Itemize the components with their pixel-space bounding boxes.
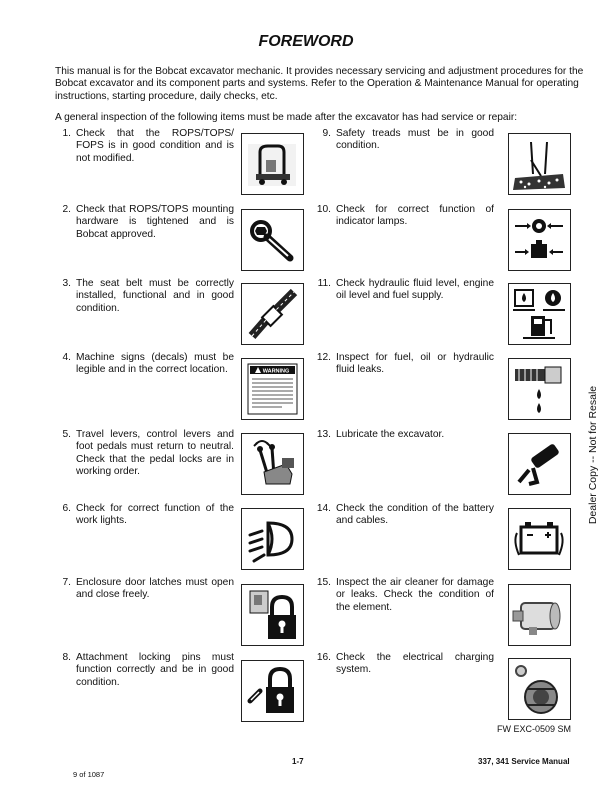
inspection-intro: A general inspection of the following items must be made after the excavator has had service or repair:: [55, 112, 518, 123]
item-text: Inspect for fuel, oil or hydraulic fluid leaks.: [336, 352, 494, 376]
item-number: 3.: [62, 278, 71, 289]
fluid-levels-icon: [508, 283, 571, 345]
page-title: FOREWORD: [258, 33, 354, 50]
document-code: FW EXC-0509 SM: [497, 724, 572, 734]
item-number: 8.: [62, 652, 71, 663]
item-text: Safety treads must be in good condition.: [336, 128, 494, 152]
item-number: 1.: [62, 128, 71, 139]
item-text: Enclosure door latches must open and close freely.: [76, 577, 234, 601]
item-text: Travel levers, control levers and foot pedals must return to neutral. Check that the pedal locks are in working order.: [76, 429, 234, 478]
item-number: 16.: [316, 652, 331, 663]
item-text: Check that the ROPS/TOPS/ FOPS is in good condition and is not modified.: [76, 128, 234, 164]
manual-name: 337, 341 Service Manual: [478, 757, 570, 766]
control-levers-icon: [241, 433, 304, 495]
item-text: Check for correct function of the work lights.: [76, 503, 234, 527]
air-cleaner-icon: [508, 584, 571, 646]
door-latch-lock-icon: [241, 584, 304, 646]
alternator-icon: [508, 658, 571, 720]
item-number: 12.: [316, 352, 331, 363]
item-number: 2.: [62, 204, 71, 215]
safety-tread-icon: [508, 133, 571, 195]
side-note-text: Dealer Copy -- Not for Resale: [587, 385, 599, 525]
item-number: 5.: [62, 429, 71, 440]
item-number: 15.: [316, 577, 331, 588]
rops-canopy-icon: [241, 133, 304, 195]
warning-label: WARNING: [262, 368, 290, 375]
indicator-lamps-icon: [508, 209, 571, 271]
item-text: Check the electrical charging system.: [336, 652, 494, 676]
intro-paragraph: This manual is for the Bobcat excavator mechanic. It provides necessary servicing and adjustment procedures for the Bobcat excavator and its component parts and systems. Refer to the Operation & Maintenance Manual for operating instructions, starting procedure, daily checks, etc.: [55, 66, 584, 102]
item-text: Check for correct function of indicator lamps.: [336, 204, 494, 228]
seat-belt-icon: [241, 283, 304, 345]
item-text: Machine signs (decals) must be legible and in the correct location.: [76, 352, 234, 376]
item-text: Inspect the air cleaner for damage or leaks. Check the condition of the element.: [336, 577, 494, 613]
locking-pin-icon: [241, 660, 304, 722]
dealer-copy-watermark: [583, 320, 603, 590]
item-number: 13.: [316, 429, 331, 440]
item-number: 14.: [316, 503, 331, 514]
item-number: 11.: [317, 278, 331, 289]
item-number: 4.: [62, 352, 71, 363]
item-text: Check hydraulic fluid level, engine oil level and fuel supply.: [336, 278, 494, 302]
page-of-counter: 9 of 1087: [73, 770, 105, 779]
item-text: The seat belt must be correctly installed, functional and in good condition.: [76, 278, 234, 314]
item-text: Check that ROPS/TOPS mounting hardware is tightened and is Bobcat approved.: [76, 204, 234, 240]
item-text: Attachment locking pins must function correctly and be in good condition.: [76, 652, 234, 688]
warning-decal-icon: [241, 358, 304, 420]
item-number: 10.: [316, 204, 331, 215]
item-number: 9.: [322, 128, 331, 139]
fluid-leak-icon: [508, 358, 571, 420]
item-text: Check the condition of the battery and cables.: [336, 503, 494, 527]
item-text: Lubricate the excavator.: [336, 429, 445, 440]
item-number: 6.: [62, 503, 71, 514]
battery-icon: [508, 508, 571, 570]
item-number: 7.: [62, 577, 71, 588]
grease-gun-icon: [508, 433, 571, 495]
page-number: 1-7: [292, 757, 304, 766]
wrench-bolt-icon: [241, 209, 304, 271]
work-light-icon: [241, 508, 304, 570]
